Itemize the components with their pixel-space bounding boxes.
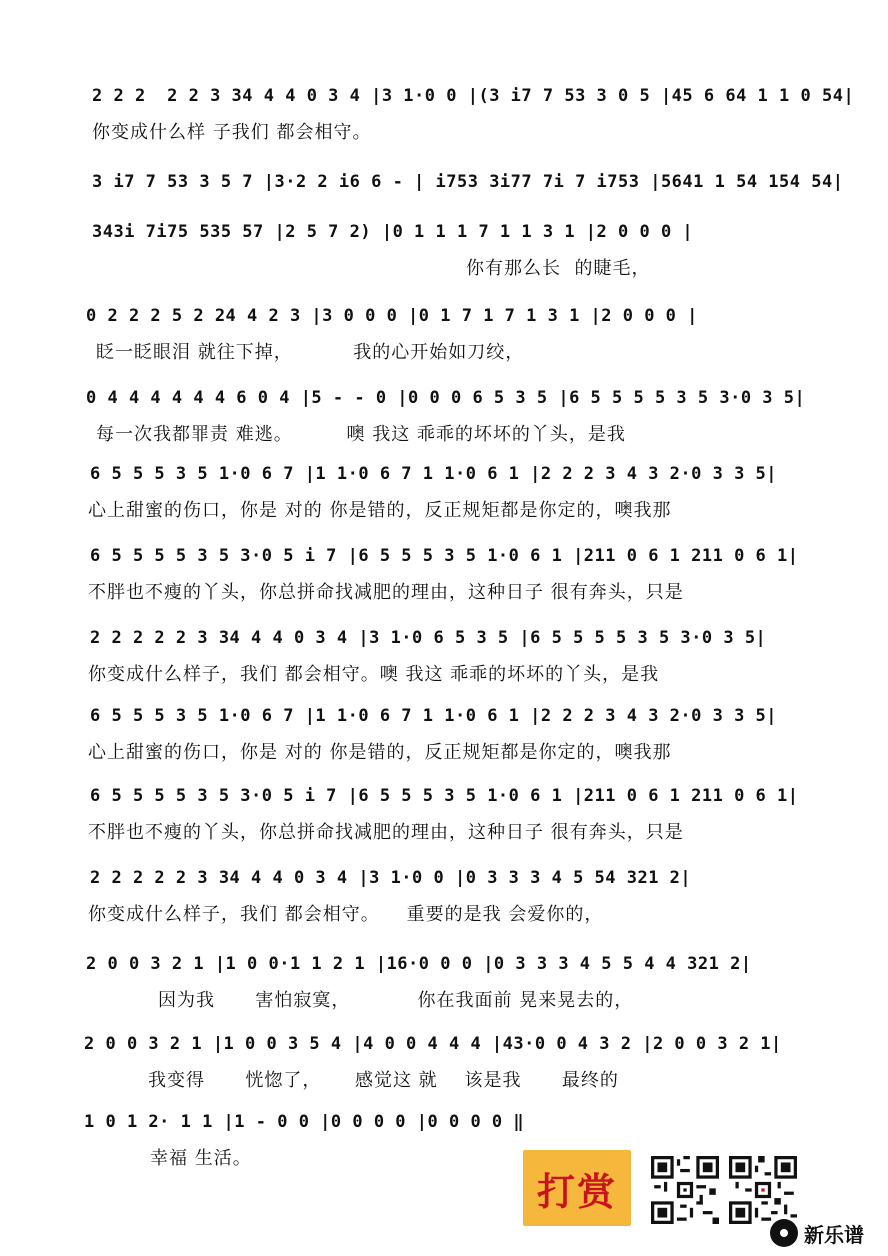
- notation-line: 0 2 2 2 5 2 24 4 2 3 |3 0 0 0 |0 1 7 1 7 1 3 1 |2 0 0 0 |: [86, 306, 698, 326]
- lyric-line: 每一次我都罪责 难逃。 噢 我这 乖乖的坏坏的丫头，是我: [96, 424, 626, 445]
- notation-line: 6 5 5 5 3 5 1·0 6 7 |1 1·0 6 7 1 1·0 6 1 |2 2 2 3 4 3 2·0 3 3 5|: [90, 706, 778, 726]
- lyric-line: 不胖也不瘦的丫头，你总拼命找减肥的理由，这种日子 很有奔头，只是: [88, 582, 684, 603]
- lyric-line: 因为我 害怕寂寞， 你在我面前 晃来晃去的，: [158, 990, 634, 1011]
- notation-line: 2 0 0 3 2 1 |1 0 0·1 1 2 1 |16·0 0 0 |0 3 3 3 4 5 5 4 4 321 2|: [86, 954, 752, 974]
- notation-line: 343i 7i75 535 57 |2 5 7 2) |0 1 1 1 7 1 1 3 1 |2 0 0 0 |: [92, 222, 694, 242]
- notation-line: 6 5 5 5 3 5 1·0 6 7 |1 1·0 6 7 1 1·0 6 1 |2 2 2 3 4 3 2·0 3 3 5|: [90, 464, 778, 484]
- qr-code-icon: [729, 1156, 797, 1224]
- lyric-line: 你有那么长 的睫毛，: [466, 258, 651, 279]
- brand-name: 新乐谱: [804, 1222, 864, 1247]
- reward-label: 打赏: [536, 1169, 617, 1214]
- lyric-line: 你变成什么样子，我们 都会相守。噢 我这 乖乖的坏坏的丫头，是我: [88, 664, 660, 685]
- reward-button[interactable]: [523, 1150, 631, 1226]
- notation-line: 2 2 2 2 2 3 34 4 4 0 3 4 |3 1·0 0 |0 3 3 3 4 5 54 321 2|: [90, 868, 692, 888]
- lyric-line: 不胖也不瘦的丫头，你总拼命找减肥的理由，这种日子 很有奔头，只是: [88, 822, 684, 843]
- notation-line: 2 2 2 2 2 3 34 4 4 0 3 4 |3 1·0 6 5 3 5 |6 5 5 5 5 3 5 3·0 3 5|: [90, 628, 767, 648]
- lyric-line: 幸福 生活。: [150, 1148, 252, 1169]
- lyric-line: 你变成什么样 子我们 都会相守。: [92, 122, 372, 143]
- notation-line: 2 0 0 3 2 1 |1 0 0 3 5 4 |4 0 0 4 4 4 |43·0 0 4 3 2 |2 0 0 3 2 1|: [84, 1034, 782, 1054]
- lyric-line: 你变成什么样子，我们 都会相守。 重要的是我 会爱你的，: [88, 904, 604, 925]
- lyric-line: 心上甜蜜的伤口，你是 对的 你是错的，反正规矩都是你定的，噢我那: [88, 500, 672, 521]
- notation-line: 6 5 5 5 5 3 5 3·0 5 i 7 |6 5 5 5 3 5 1·0 6 1 |211 0 6 1 211 0 6 1|: [90, 786, 799, 806]
- notation-line: 0 4 4 4 4 4 4 6 0 4 |5 - - 0 |0 0 0 6 5 3 5 |6 5 5 5 5 3 5 3·0 3 5|: [86, 388, 806, 408]
- notation-line: 1 0 1 2· 1 1 |1 - 0 0 |0 0 0 0 |0 0 0 0 ‖: [84, 1112, 525, 1132]
- record-disc-icon: [770, 1219, 798, 1247]
- brand-logo: [770, 1218, 864, 1248]
- lyric-line: 眨一眨眼泪 就往下掉， 我的心开始如刀绞，: [96, 342, 525, 363]
- notation-line: 6 5 5 5 5 3 5 3·0 5 i 7 |6 5 5 5 3 5 1·0 6 1 |211 0 6 1 211 0 6 1|: [90, 546, 799, 566]
- notation-line: 3 i7 7 53 3 5 7 |3·2 2 i6 6 - | i753 3i77 7i 7 i753 |5641 1 54 154 54|: [92, 172, 844, 192]
- lyric-line: 我变得 恍惚了， 感觉这 就 该是我 最终的: [148, 1070, 619, 1091]
- notation-line: 2 2 2 2 2 3 34 4 4 0 3 4 |3 1·0 0 |(3 i7 7 53 3 0 5 |45 6 64 1 1 0 54|: [92, 86, 855, 106]
- lyric-line: 心上甜蜜的伤口，你是 对的 你是错的，反正规矩都是你定的，噢我那: [88, 742, 672, 763]
- qr-code-icon: [651, 1156, 719, 1224]
